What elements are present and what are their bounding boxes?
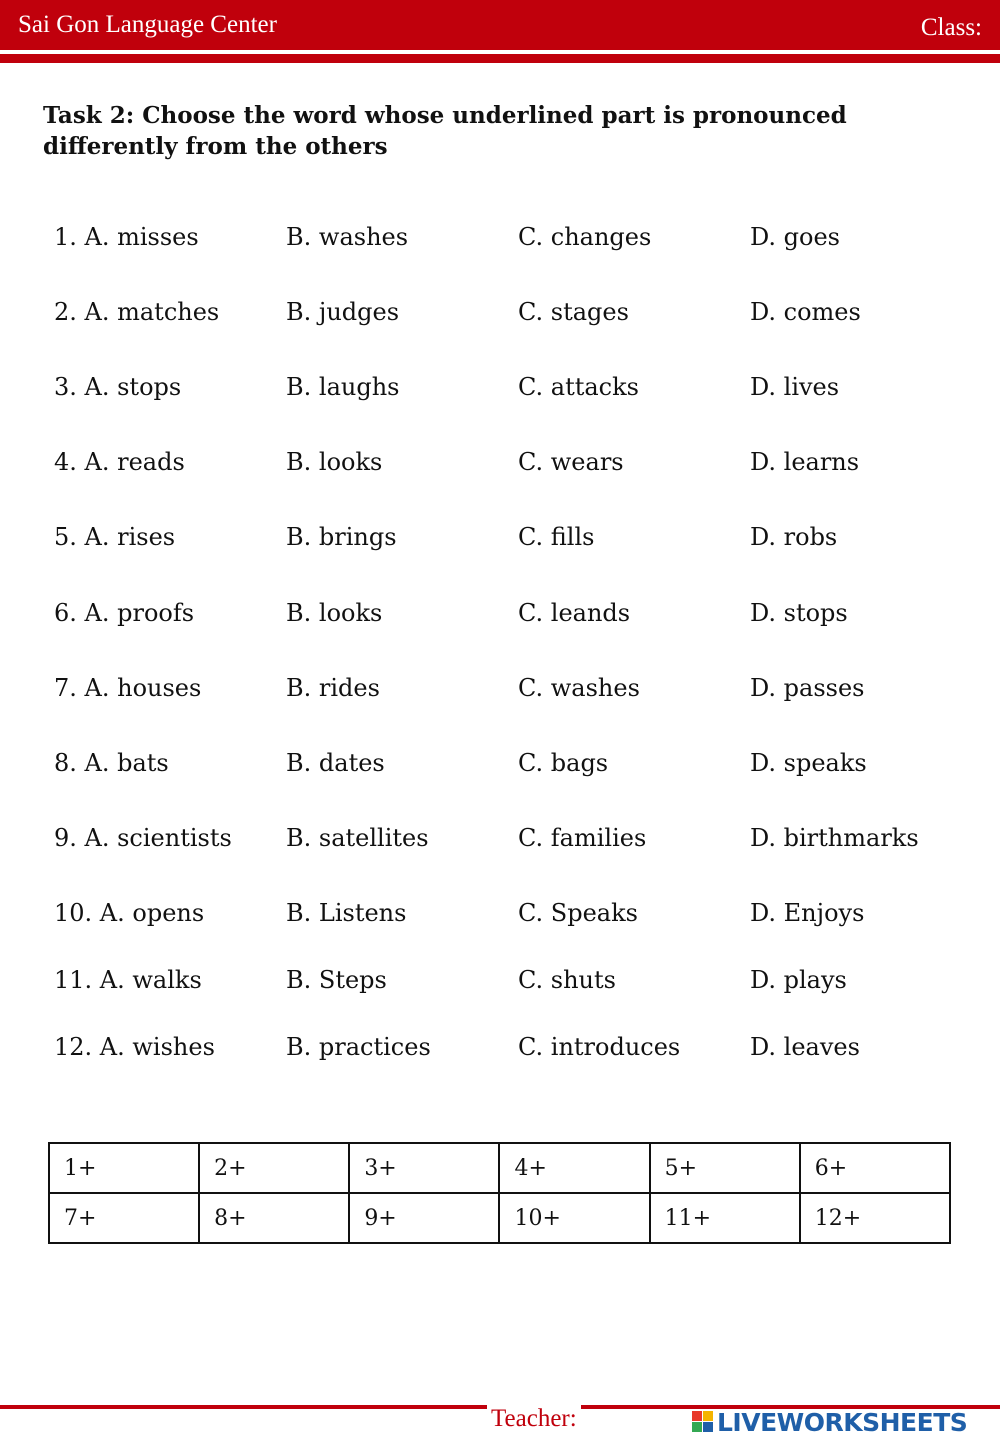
option-a[interactable]: 10. A. opens [54,899,205,927]
question-row [0,448,1000,484]
option-d[interactable]: D. lives [750,373,840,401]
answer-cell[interactable]: 5+ [650,1143,800,1193]
question-row [0,523,1000,559]
option-d[interactable]: D. leaves [750,1033,860,1061]
option-d[interactable]: D. passes [750,674,865,702]
question-row [0,899,1000,935]
answer-cell[interactable]: 6+ [800,1143,950,1193]
liveworksheets-logo [692,1407,967,1437]
option-b[interactable]: B. practices [286,1033,431,1061]
option-b[interactable]: B. satellites [286,824,429,852]
answer-grid [48,1142,951,1244]
option-c[interactable]: C. changes [518,223,652,251]
question-row [0,824,1000,860]
question-row [0,373,1000,409]
teacher-label: Teacher: [487,1405,581,1433]
answer-cell[interactable]: 7+ [49,1193,199,1243]
answer-cell[interactable]: 10+ [499,1193,649,1243]
option-d[interactable]: D. plays [750,966,847,994]
option-a[interactable]: 9. A. scientists [54,824,232,852]
option-d[interactable]: D. goes [750,223,840,251]
answer-cell[interactable]: 4+ [499,1143,649,1193]
answer-cell[interactable]: 9+ [349,1193,499,1243]
task-text: Choose the word whose underlined part is pronounced differently from the others [43,102,847,160]
option-b[interactable]: B. dates [286,749,385,777]
option-a[interactable]: 8. A. bats [54,749,169,777]
answer-cell[interactable]: 1+ [49,1143,199,1193]
answer-row [49,1143,950,1193]
option-b[interactable]: B. Listens [286,899,407,927]
option-c[interactable]: C. families [518,824,647,852]
logo-text: LIVEWORKSHEETS [717,1407,968,1437]
option-c[interactable]: C. stages [518,298,629,326]
answer-row [49,1193,950,1243]
option-b[interactable]: B. judges [286,298,400,326]
question-row [0,966,1000,1002]
option-a[interactable]: 4. A. reads [54,448,185,476]
option-b[interactable]: B. rides [286,674,380,702]
option-c[interactable]: C. shuts [518,966,616,994]
option-a[interactable]: 2. A. matches [54,298,220,326]
option-a[interactable]: 12. A. wishes [54,1033,215,1061]
answer-cell[interactable]: 3+ [349,1143,499,1193]
option-b[interactable]: B. Steps [286,966,387,994]
option-b[interactable]: B. washes [286,223,409,251]
center-name: Sai Gon Language Center [18,11,277,38]
option-b[interactable]: B. looks [286,599,383,627]
option-b[interactable]: B. brings [286,523,397,551]
option-c[interactable]: C. wears [518,448,624,476]
option-d[interactable]: D. birthmarks [750,824,919,852]
option-c[interactable]: C. washes [518,674,640,702]
option-a[interactable]: 7. A. houses [54,674,202,702]
option-d[interactable]: D. stops [750,599,848,627]
option-c[interactable]: C. introduces [518,1033,681,1061]
answer-cell[interactable]: 2+ [199,1143,349,1193]
answer-cell[interactable]: 12+ [800,1193,950,1243]
option-a[interactable]: 3. A. stops [54,373,182,401]
option-d[interactable]: D. comes [750,298,861,326]
option-a[interactable]: 11. A. walks [54,966,202,994]
option-d[interactable]: D. Enjoys [750,899,865,927]
question-row [0,298,1000,334]
option-d[interactable]: D. learns [750,448,860,476]
question-row [0,749,1000,785]
option-c[interactable]: C. Speaks [518,899,638,927]
task-label: Task 2: [43,102,135,129]
answer-cell[interactable]: 11+ [650,1193,800,1243]
option-c[interactable]: C. leands [518,599,631,627]
option-a[interactable]: 5. A. rises [54,523,176,551]
option-a[interactable]: 1. A. misses [54,223,199,251]
answer-cell[interactable]: 8+ [199,1193,349,1243]
option-c[interactable]: C. bags [518,749,609,777]
option-c[interactable]: C. fills [518,523,595,551]
option-d[interactable]: D. robs [750,523,838,551]
option-a[interactable]: 6. A. proofs [54,599,195,627]
option-d[interactable]: D. speaks [750,749,867,777]
option-c[interactable]: C. attacks [518,373,639,401]
option-b[interactable]: B. laughs [286,373,400,401]
question-row [0,674,1000,710]
question-row [0,223,1000,259]
question-row [0,599,1000,635]
class-label: Class: [920,14,982,41]
question-row [0,1033,1000,1069]
option-b[interactable]: B. looks [286,448,383,476]
logo-grid-icon [692,1411,714,1433]
